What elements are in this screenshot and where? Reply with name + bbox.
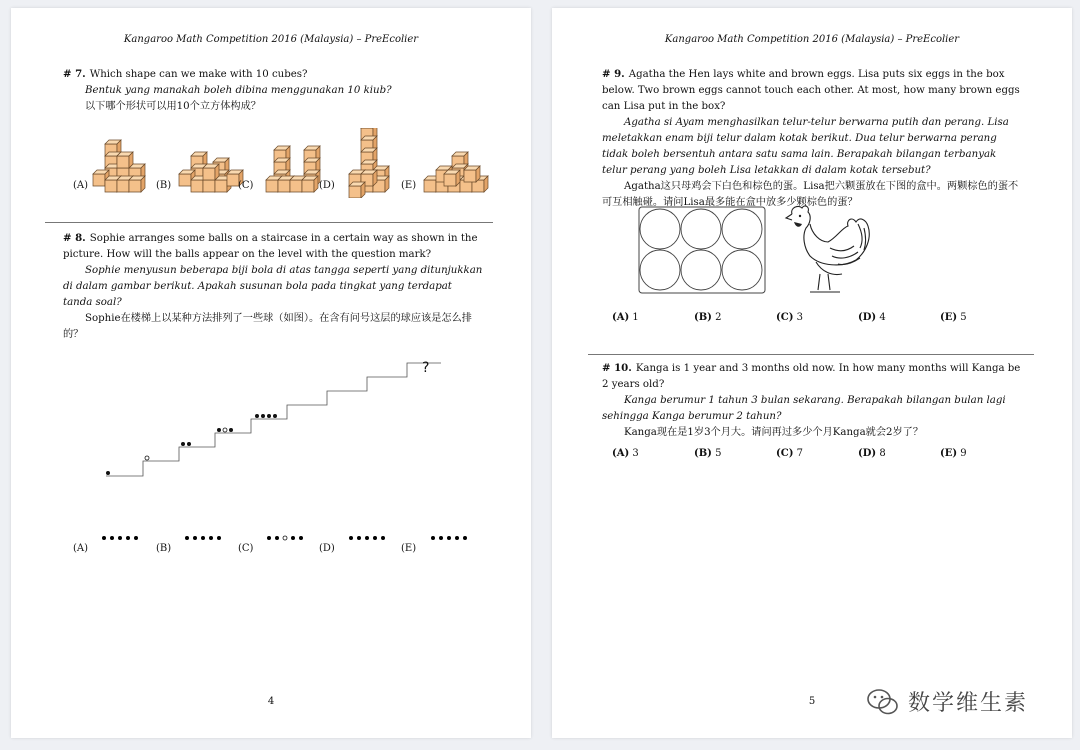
q9-answer-e[interactable] — [940, 312, 1022, 323]
question-text-zh: 以下哪个形状可以用10个立方体构成？ — [85, 101, 261, 112]
answer-label: (C) — [776, 312, 794, 323]
answer-label: (B) — [694, 312, 712, 323]
question-8 — [63, 230, 483, 343]
section-divider — [45, 222, 493, 223]
egg-box-figure — [638, 206, 768, 296]
question-text-en: Which shape can we make with 10 cubes? — [89, 69, 308, 80]
cube-shape-b — [179, 152, 243, 192]
q10-answer-c[interactable] — [776, 448, 858, 459]
cube-shape-d — [349, 128, 389, 198]
question-text-ms: Kanga berumur 1 tahun 3 bulan sekarang. Berapakah bilangan bulan lagi sehingga Kanga berumur 2 tahun? — [602, 395, 1006, 422]
q10-answer-e[interactable] — [940, 448, 1022, 459]
answer-label: (D) — [858, 448, 877, 459]
q10-answers — [612, 448, 1022, 459]
balls-option-c — [267, 536, 303, 540]
answer-label: (B) — [694, 448, 712, 459]
question-number: # 10. — [602, 362, 632, 374]
q9-answers — [612, 312, 1022, 323]
answer-value: 4 — [879, 312, 886, 323]
wechat-watermark — [866, 686, 1028, 717]
question-text-zh: Kanga现在是1岁3个月大。请问再过多少个月Kanga就会2岁了？ — [624, 427, 924, 438]
page-number: 5 — [808, 696, 816, 707]
answer-value: 7 — [796, 448, 803, 459]
answer-label: (A) — [612, 448, 630, 459]
wechat-icon — [866, 687, 900, 717]
q7-option-e[interactable]: (E) — [401, 180, 417, 191]
answer-value: 5 — [960, 312, 967, 323]
answer-label: (E) — [940, 312, 958, 323]
cube-shapes-figure — [71, 128, 491, 198]
q10-answer-a[interactable] — [612, 448, 694, 459]
question-number: # 9. — [602, 68, 625, 80]
page-header: Kangaroo Math Competition 2016 (Malaysia) – PreEcolier — [664, 34, 960, 45]
q8-option-d[interactable]: (D) — [319, 543, 335, 554]
balls-option-d — [349, 536, 385, 540]
q7-option-b[interactable]: (B) — [156, 180, 172, 191]
section-divider — [588, 354, 1034, 355]
left-page — [11, 8, 531, 738]
answer-value: 8 — [879, 448, 886, 459]
q8-option-a[interactable]: (A) — [73, 543, 89, 554]
cube-shape-e — [424, 152, 488, 192]
page-number: 4 — [267, 696, 275, 707]
answer-value: 9 — [960, 448, 967, 459]
question-text-zh: Sophie在楼梯上以某种方法排列了一些球（如图）。在含有问号这层的球应该是怎么排的？ — [63, 313, 472, 340]
answer-value: 3 — [632, 448, 639, 459]
question-number: # 7. — [63, 68, 86, 80]
right-page — [552, 8, 1072, 738]
answer-label: (E) — [940, 448, 958, 459]
question-text-ms: Sophie menyusun beberapa biji bola di atas tangga seperti yang ditunjukkan di dalam gambar berikut. Apakah susunan bola pada tingkat yang terdapat tanda soal? — [63, 265, 483, 308]
answer-value: 3 — [796, 312, 803, 323]
staircase-figure — [101, 358, 451, 488]
question-mark: ? — [422, 360, 430, 376]
q10-answer-b[interactable] — [694, 448, 776, 459]
question-text-en: Agatha the Hen lays white and brown eggs. Lisa puts six eggs in the box below. Two brown eggs cannot touch each other. At most, how many brown eggs can Lisa put in the box? — [602, 69, 1020, 112]
answer-label: (C) — [776, 448, 794, 459]
q7-option-c[interactable]: (C) — [238, 180, 254, 191]
balls-option-b — [185, 536, 221, 540]
answer-value: 2 — [715, 312, 722, 323]
q7-option-a[interactable]: (A) — [73, 180, 89, 191]
watermark-text: 数学维生素 — [908, 691, 1029, 716]
question-10 — [602, 360, 1022, 441]
q9-answer-d[interactable] — [858, 312, 940, 323]
balls-option-a — [102, 536, 138, 540]
balls-option-e — [431, 536, 467, 540]
question-text-ms: Bentuk yang manakah boleh dibina menggunakan 10 kiub? — [85, 85, 392, 96]
question-7 — [63, 66, 493, 115]
q7-option-d[interactable]: (D) — [319, 180, 335, 191]
question-text-en: Kanga is 1 year and 3 months old now. In how many months will Kanga be 2 years old? — [602, 363, 1021, 390]
q8-option-b[interactable]: (B) — [156, 543, 172, 554]
q9-answer-b[interactable] — [694, 312, 776, 323]
answer-label: (D) — [858, 312, 877, 323]
q10-answer-d[interactable] — [858, 448, 940, 459]
hen-illustration — [780, 202, 880, 302]
question-number: # 8. — [63, 232, 86, 244]
q9-answer-c[interactable] — [776, 312, 858, 323]
answer-label: (A) — [612, 312, 630, 323]
answer-value: 1 — [632, 312, 639, 323]
page-header: Kangaroo Math Competition 2016 (Malaysia) – PreEcolier — [123, 34, 419, 45]
q9-answer-a[interactable] — [612, 312, 694, 323]
question-text-en: Sophie arranges some balls on a staircase in a certain way as shown in the picture. How will the balls appear on the level with the question mark? — [63, 233, 478, 260]
question-9 — [602, 66, 1022, 211]
q8-option-c[interactable]: (C) — [238, 543, 254, 554]
question-text-ms: Agatha si Ayam menghasilkan telur-telur berwarna putih dan perang. Lisa meletakkan enam biji telur dalam kotak berikut. Dua telur berwarna perang tidak boleh bersentuh antara satu sama lain. Berapakah bilangan terbanyak telur perang yang boleh Lisa letakkan di dalam kotak tersebut? — [602, 117, 1009, 176]
cube-shape-a — [93, 140, 145, 192]
q8-option-e[interactable]: (E) — [401, 543, 417, 554]
cube-shape-c — [266, 146, 320, 192]
question-text-zh: Agatha这只母鸡会下白色和棕色的蛋。Lisa把六颗蛋放在下图的盒中。两颗棕色的蛋不可互相触碰。请问Lisa最多能在盒中放多少颗棕色的蛋？ — [602, 181, 1019, 208]
answer-value: 5 — [715, 448, 722, 459]
